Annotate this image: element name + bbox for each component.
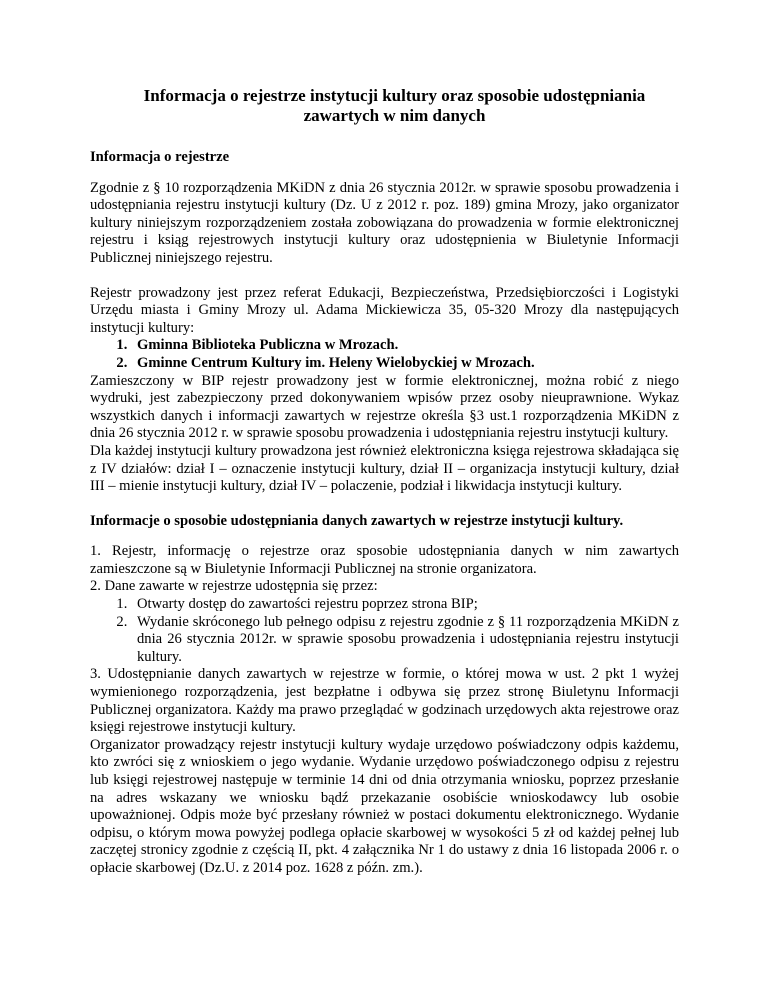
section-heading-access: Informacje o sposobie udostępniania danych zawartych w rejestrze instytucji kultury.: [90, 512, 624, 529]
document-title: [90, 86, 679, 126]
paragraph-point-1: 1. Rejestr, informację o rejestrze oraz sposobie udostępniania danych w nim zawartych zamieszczone są w Biuletynie Informacji Publicznej na stronie organizatora.: [90, 543, 679, 577]
paragraph-point-2: 2. Dane zawarte w rejestrze udostępnia się przez:: [90, 578, 378, 595]
title-line-2: zawartych w nim danych: [303, 106, 486, 125]
document-page: [90, 86, 679, 878]
list-item-institution: 2. Gminne Centrum Kultury im. Heleny Wielobyckiej w Mrozach.: [131, 355, 679, 373]
title-line-1: Informacja o rejestrze instytucji kultury oraz sposobie udostępniania: [143, 86, 646, 105]
access-methods-list: [90, 596, 679, 666]
institutions-list: [90, 337, 679, 372]
paragraph-point-3: 3. Udostępnianie danych zawartych w rejestrze w formie, o której mowa w ust. 2 pkt 1 wyżej wymienionego rozporządzenia, jest bezpłatne i odbywa się przez stronę Biuletynu Informacji Publicznej organizatora. Każdy ma prawo przeglądać w godzinach urzędowych akta rejestrowe oraz księgi rejestrowe instytucji kultury.: [90, 666, 679, 736]
paragraph-electronic-register: Zamieszczony w BIP rejestr prowadzony jest w formie elektronicznej, można robić z niego wydruki, jest zabezpieczony przed dokonywaniem wpisów przez osoby nieuprawnione. Wykaz wszystkich danych i informacji zawartych w rejestrze określa §3 ust.1 rozporządzenia MKiDN z dnia 26 stycznia 2012 r. w sprawie sposobu prowadzenia i udostępniania rejestru instytucji kultury.: [90, 372, 679, 442]
list-item-institution: 1. Gminna Biblioteka Publiczna w Mrozach.: [131, 337, 679, 355]
paragraph-register-book: Dla każdej instytucji kultury prowadzona jest również elektroniczna księga rejestrowa składająca się z IV działów: dział I – oznaczenie instytucji kultury, dział II – organizacja instytucji kultury, dział III – mienie instytucji kultury, dział IV – polaczenie, podział i likwidacja instytucji kultury.: [90, 442, 679, 495]
paragraph-certified-copy: Organizator prowadzący rejestr instytucji kultury wydaje urzędowo poświadczony odpis każdemu, kto zwróci się z wnioskiem o jego wydanie. Wydanie urzędowo poświadczonego odpisu z rejestru lub księgi rejestrowej następuje w terminie 14 dni od dnia otrzymania wniosku, poprzez przesłanie na adres wskazany we wniosku bądź przekazanie osobiście wnioskodawcy lub osobie upoważnionej. Odpis może być przesłany również w postaci dokumentu elektronicznego. Wydanie odpisu, o którym mowa powyżej podlega opłacie skarbowej w wysokości 5 zł od każdej pełnej lub zaczętej stronicy zgodnie z częścią II, pkt. 4 załącznika Nr 1 do ustawy z dnia 16 listopada 2006 r. o opłacie skarbowej (Dz.U. z 2014 poz. 1628 z późn. zm.).: [90, 736, 679, 876]
section-heading-register: Informacja o rejestrze: [90, 149, 230, 165]
paragraph-legal-basis: Zgodnie z § 10 rozporządzenia MKiDN z dnia 26 stycznia 2012r. w sprawie sposobu prowadzenia i udostępniania rejestru instytucji kultury (Dz. U z 2012 r. poz. 189) gmina Mrozy, jako organizator kultury niniejszym rozporządzeniem została zobowiązana do prowadzenia w formie elektronicznej rejestru i ksiąg rejestrowych instytucji kultury oraz udostępnienia w Biuletynie Informacji Publicznej niniejszego rejestru.: [90, 179, 679, 266]
list-item-access-method: 1. Otwarty dostęp do zawartości rejestru poprzez strona BIP;: [131, 596, 679, 614]
list-item-access-method: 2. Wydanie skróconego lub pełnego odpisu z rejestru zgodnie z § 11 rozporządzenia MKiDN z dnia 26 stycznia 2012r. w sprawie sposobu prowadzenia i udostępniania rejestru instytucji kultury.: [131, 614, 679, 667]
paragraph-register-keeper: Rejestr prowadzony jest przez referat Edukacji, Bezpieczeństwa, Przedsiębiorczości i Logistyki Urzędu miasta i Gminy Mrozy ul. Adama Mickiewicza 35, 05-320 Mrozy dla następujących instytucji kultury:: [90, 284, 679, 336]
